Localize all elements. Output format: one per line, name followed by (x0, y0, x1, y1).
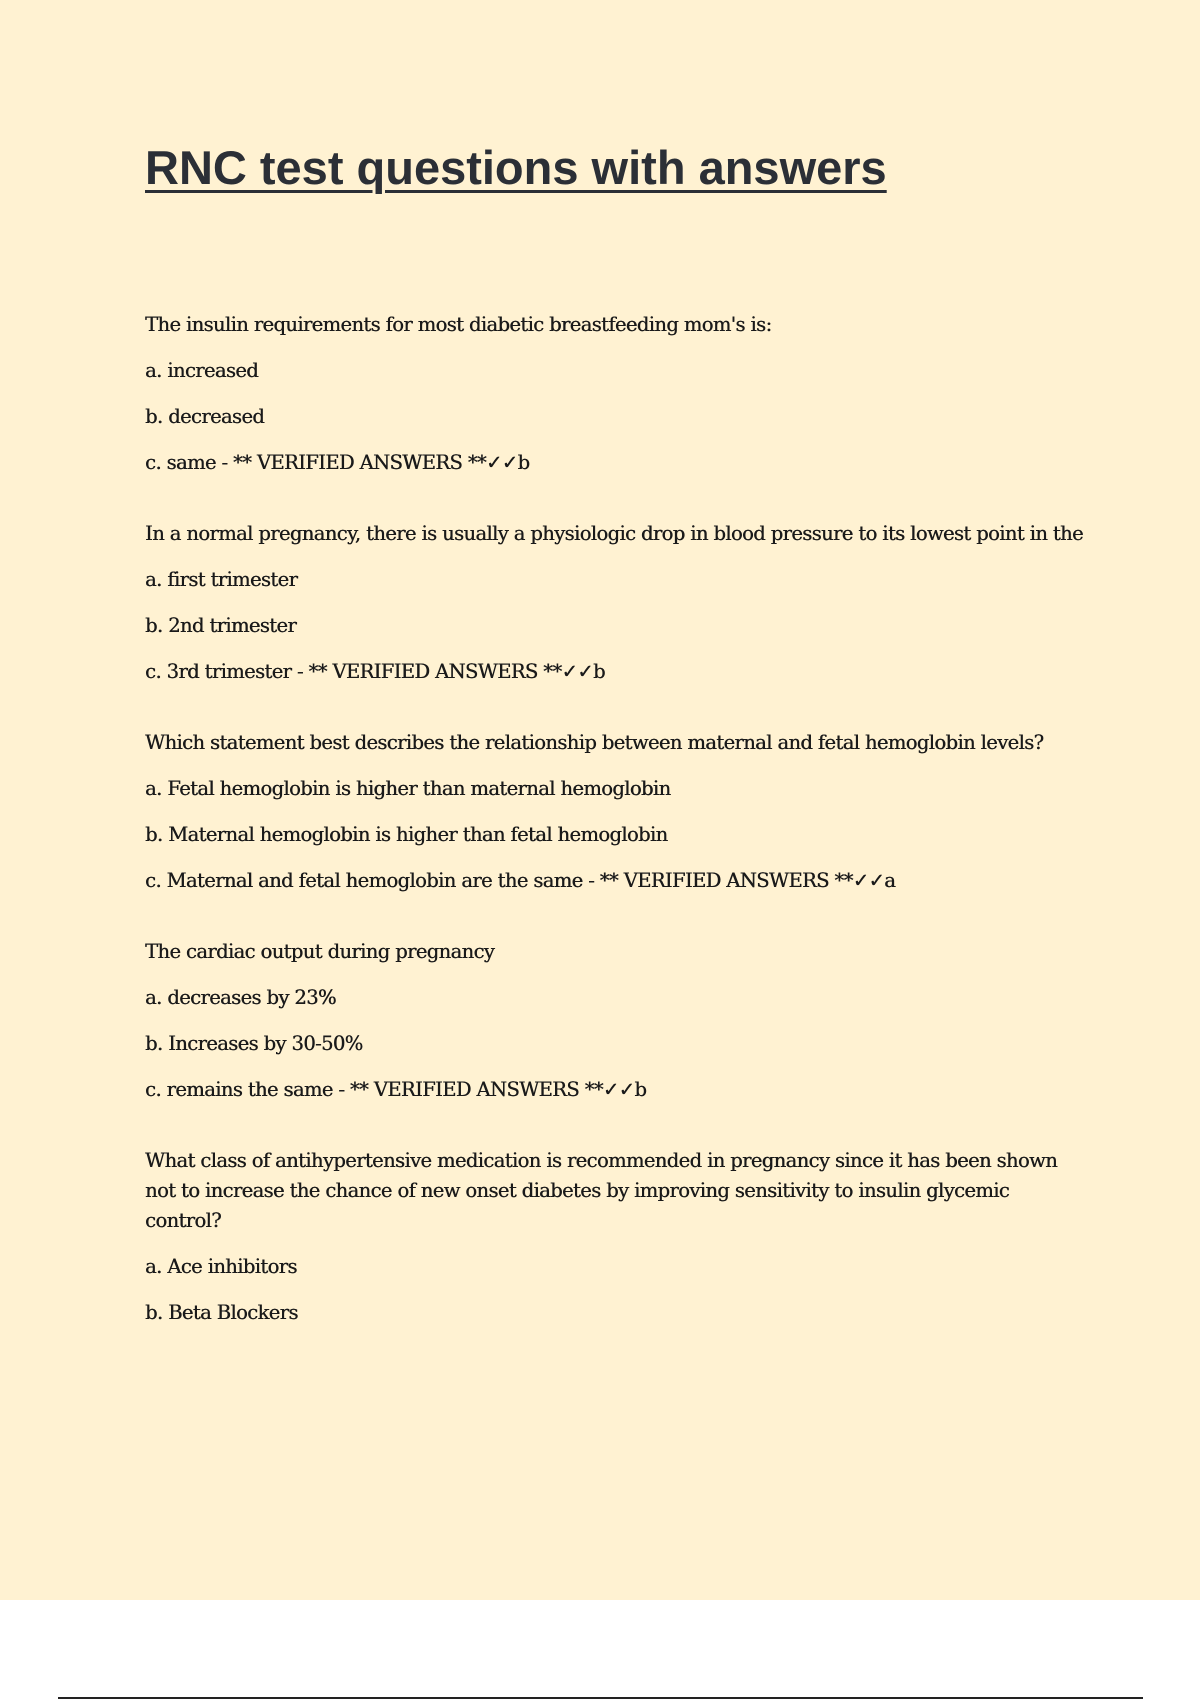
answer-option-with-verified-answer: c. Maternal and fetal hemoglobin are the same - ** VERIFIED ANSWERS **✓✓a (145, 869, 896, 892)
question-text: Which statement best describes the relationship between maternal and fetal hemoglobin levels? (145, 731, 1044, 754)
answer-option: b. Beta Blockers (145, 1301, 298, 1324)
answer-option: a. first trimester (145, 568, 298, 591)
answer-option: b. decreased (145, 405, 265, 428)
footer-divider (58, 1697, 1143, 1699)
answer-option-with-verified-answer: c. remains the same - ** VERIFIED ANSWERS **✓✓b (145, 1078, 647, 1101)
question-text: What class of antihypertensive medication is recommended in pregnancy since it has been shown not to increase the chance of new onset diabetes by improving sensitivity to insulin glycemic control? (145, 1149, 1058, 1232)
answer-option-with-verified-answer: c. 3rd trimester - ** VERIFIED ANSWERS **✓✓b (145, 660, 605, 683)
question-item (145, 728, 1090, 896)
answer-option: b. 2nd trimester (145, 614, 297, 637)
question-item (145, 1146, 1090, 1328)
answer-option: b. Increases by 30-50% (145, 1032, 363, 1055)
question-text: In a normal pregnancy, there is usually a physiologic drop in blood pressure to its lowest point in the (145, 522, 1083, 545)
question-list (145, 310, 1090, 1369)
answer-option: a. increased (145, 359, 259, 382)
page-title: RNC test questions with answers (145, 141, 887, 194)
answer-option: a. Fetal hemoglobin is higher than maternal hemoglobin (145, 777, 671, 800)
question-text: The insulin requirements for most diabetic breastfeeding mom's is: (145, 313, 772, 336)
answer-option: a. decreases by 23% (145, 986, 336, 1009)
answer-option: b. Maternal hemoglobin is higher than fetal hemoglobin (145, 823, 668, 846)
answer-option-with-verified-answer: c. same - ** VERIFIED ANSWERS **✓✓b (145, 451, 530, 474)
question-text: The cardiac output during pregnancy (145, 940, 495, 963)
question-item (145, 310, 1090, 478)
answer-option: a. Ace inhibitors (145, 1255, 297, 1278)
question-item (145, 519, 1090, 687)
question-item (145, 937, 1090, 1105)
